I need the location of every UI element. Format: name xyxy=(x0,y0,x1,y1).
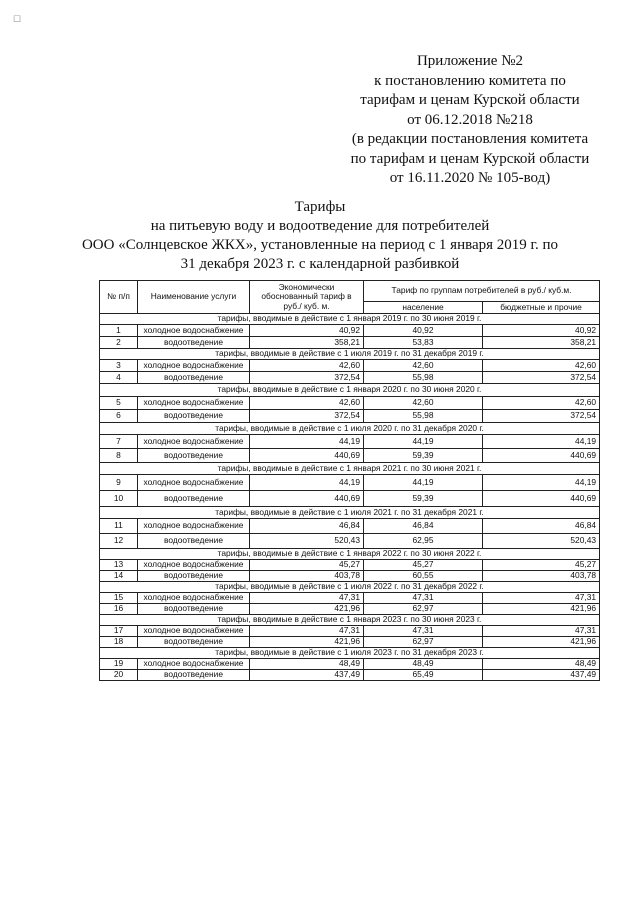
appendix-line: от 06.12.2018 №218 xyxy=(407,111,533,128)
service-name: холодное водоснабжение xyxy=(138,435,250,449)
appendix-line: тарифам и ценам Курской области xyxy=(360,92,580,108)
economic-tariff: 372,54 xyxy=(250,372,364,384)
budget-tariff: 42,60 xyxy=(483,397,600,410)
row-number: 1 xyxy=(100,325,138,337)
economic-tariff: 48,49 xyxy=(250,658,364,669)
service-name: холодное водоснабжение xyxy=(138,560,250,571)
service-name: водоотведение xyxy=(138,410,250,423)
appendix-line: от 16.11.2020 № 105-вод) xyxy=(389,170,551,186)
budget-tariff: 440,69 xyxy=(483,491,600,507)
service-name: водоотведение xyxy=(138,337,250,349)
row-number: 2 xyxy=(100,337,138,349)
service-name: холодное водоснабжение xyxy=(138,360,250,372)
period-label: тарифы, вводимые в действие с 1 января 2023 г. по 30 июня 2023 г. xyxy=(100,615,600,626)
economic-tariff: 421,96 xyxy=(250,604,364,615)
table-row xyxy=(100,571,600,582)
row-number: 20 xyxy=(100,669,138,680)
population-tariff: 65,49 xyxy=(364,669,483,680)
economic-tariff: 42,60 xyxy=(250,360,364,372)
header-service: Наименование услуги xyxy=(138,281,250,314)
period-row xyxy=(100,384,600,397)
row-number: 10 xyxy=(100,491,138,507)
budget-tariff: 48,49 xyxy=(483,658,600,669)
table-row xyxy=(100,636,600,647)
row-number: 3 xyxy=(100,360,138,372)
economic-tariff: 437,49 xyxy=(250,669,364,680)
row-number: 15 xyxy=(100,593,138,604)
tariff-table-body xyxy=(100,314,600,681)
period-label: тарифы, вводимые в действие с 1 января 2022 г. по 30 июня 2022 г. xyxy=(100,549,600,560)
table-row xyxy=(100,593,600,604)
period-label: тарифы, вводимые в действие с 1 июля 2023 г. по 31 декабря 2023 г. xyxy=(100,647,600,658)
economic-tariff: 421,96 xyxy=(250,636,364,647)
budget-tariff: 440,69 xyxy=(483,449,600,463)
economic-tariff: 358,21 xyxy=(250,337,364,349)
table-row xyxy=(100,560,600,571)
budget-tariff: 46,84 xyxy=(483,519,600,534)
table-row xyxy=(100,360,600,372)
table-row xyxy=(100,397,600,410)
budget-tariff: 42,60 xyxy=(483,360,600,372)
table-row xyxy=(100,604,600,615)
tariff-table xyxy=(99,280,600,681)
population-tariff: 55,98 xyxy=(364,410,483,423)
period-label: тарифы, вводимые в действие с 1 июля 2019 г. по 31 декабря 2019 г. xyxy=(100,349,600,360)
heading-line: на питьевую воду и водоотведение для потребителей xyxy=(150,218,490,234)
service-name: холодное водоснабжение xyxy=(138,397,250,410)
budget-tariff: 437,49 xyxy=(483,669,600,680)
document-title: Тарифы xyxy=(294,199,346,215)
appendix-line: (в редакции постановления комитета xyxy=(351,131,589,147)
service-name: водоотведение xyxy=(138,534,250,549)
table-row xyxy=(100,534,600,549)
row-number: 8 xyxy=(100,449,138,463)
period-row xyxy=(100,549,600,560)
table-row xyxy=(100,491,600,507)
row-number: 9 xyxy=(100,475,138,491)
budget-tariff: 372,54 xyxy=(483,372,600,384)
budget-tariff: 403,78 xyxy=(483,571,600,582)
service-name: холодное водоснабжение xyxy=(138,325,250,337)
budget-tariff: 44,19 xyxy=(483,475,600,491)
appendix-block xyxy=(320,52,620,189)
header-consumer-groups: Тариф по группам потребителей в руб./ куб.м. xyxy=(364,281,600,302)
header-budget: бюджетные и прочие xyxy=(483,302,600,314)
economic-tariff: 47,31 xyxy=(250,593,364,604)
economic-tariff: 372,54 xyxy=(250,410,364,423)
budget-tariff: 45,27 xyxy=(483,560,600,571)
appendix-line: Приложение №2 xyxy=(416,53,524,69)
period-row xyxy=(100,423,600,435)
row-number: 19 xyxy=(100,658,138,669)
budget-tariff: 44,19 xyxy=(483,435,600,449)
service-name: холодное водоснабжение xyxy=(138,593,250,604)
population-tariff: 60,55 xyxy=(364,571,483,582)
table-row xyxy=(100,475,600,491)
service-name: водоотведение xyxy=(138,604,250,615)
row-number: 12 xyxy=(100,534,138,549)
economic-tariff: 440,69 xyxy=(250,491,364,507)
period-label: тарифы, вводимые в действие с 1 июля 2022 г. по 31 декабря 2022 г. xyxy=(100,582,600,593)
appendix-line: к постановлению комитета по xyxy=(374,72,566,89)
table-row xyxy=(100,337,600,349)
economic-tariff: 440,69 xyxy=(250,449,364,463)
table-row xyxy=(100,519,600,534)
population-tariff: 45,27 xyxy=(364,560,483,571)
row-number: 4 xyxy=(100,372,138,384)
table-row xyxy=(100,372,600,384)
population-tariff: 40,92 xyxy=(364,325,483,337)
row-number: 5 xyxy=(100,397,138,410)
budget-tariff: 421,96 xyxy=(483,604,600,615)
service-name: холодное водоснабжение xyxy=(138,475,250,491)
economic-tariff: 44,19 xyxy=(250,435,364,449)
document-heading xyxy=(60,198,580,274)
population-tariff: 47,31 xyxy=(364,625,483,636)
economic-tariff: 46,84 xyxy=(250,519,364,534)
period-row xyxy=(100,582,600,593)
period-row xyxy=(100,349,600,360)
economic-tariff: 40,92 xyxy=(250,325,364,337)
table-row xyxy=(100,435,600,449)
service-name: водоотведение xyxy=(138,571,250,582)
header-number: № п/п xyxy=(100,281,138,314)
header-population: население xyxy=(364,302,483,314)
budget-tariff: 372,54 xyxy=(483,410,600,423)
service-name: водоотведение xyxy=(138,491,250,507)
budget-tariff: 40,92 xyxy=(483,325,600,337)
heading-line: 31 декабря 2023 г. с календарной разбивкой xyxy=(180,256,460,272)
period-label: тарифы, вводимые в действие с 1 января 2021 г. по 30 июня 2021 г. xyxy=(100,463,600,475)
budget-tariff: 520,43 xyxy=(483,534,600,549)
table-row xyxy=(100,658,600,669)
economic-tariff: 42,60 xyxy=(250,397,364,410)
service-name: холодное водоснабжение xyxy=(138,625,250,636)
service-name: холодное водоснабжение xyxy=(138,519,250,534)
row-number: 7 xyxy=(100,435,138,449)
row-number: 11 xyxy=(100,519,138,534)
economic-tariff: 403,78 xyxy=(250,571,364,582)
service-name: водоотведение xyxy=(138,669,250,680)
row-number: 13 xyxy=(100,560,138,571)
population-tariff: 59,39 xyxy=(364,491,483,507)
population-tariff: 62,95 xyxy=(364,534,483,549)
period-label: тарифы, вводимые в действие с 1 января 2020 г. по 30 июня 2020 г. xyxy=(100,384,600,397)
budget-tariff: 421,96 xyxy=(483,636,600,647)
row-number: 6 xyxy=(100,410,138,423)
header-economic-tariff: Экономически обоснованный тариф в руб./ куб. м. xyxy=(250,281,364,314)
population-tariff: 53,83 xyxy=(364,337,483,349)
table-row xyxy=(100,325,600,337)
row-number: 17 xyxy=(100,625,138,636)
population-tariff: 62,97 xyxy=(364,604,483,615)
population-tariff: 55,98 xyxy=(364,372,483,384)
row-number: 16 xyxy=(100,604,138,615)
budget-tariff: 358,21 xyxy=(483,337,600,349)
population-tariff: 48,49 xyxy=(364,658,483,669)
period-row xyxy=(100,615,600,626)
population-tariff: 42,60 xyxy=(364,397,483,410)
appendix-line: по тарифам и ценам Курской области xyxy=(350,150,590,167)
population-tariff: 62,97 xyxy=(364,636,483,647)
population-tariff: 47,31 xyxy=(364,593,483,604)
table-row xyxy=(100,449,600,463)
period-row xyxy=(100,314,600,325)
economic-tariff: 520,43 xyxy=(250,534,364,549)
period-label: тарифы, вводимые в действие с 1 января 2019 г. по 30 июня 2019 г. xyxy=(100,314,600,325)
economic-tariff: 44,19 xyxy=(250,475,364,491)
period-label: тарифы, вводимые в действие с 1 июля 2020 г. по 31 декабря 2020 г. xyxy=(100,423,600,435)
period-row xyxy=(100,507,600,519)
service-name: водоотведение xyxy=(138,372,250,384)
population-tariff: 44,19 xyxy=(364,435,483,449)
service-name: водоотведение xyxy=(138,449,250,463)
corner-mark: ☐ xyxy=(13,14,22,24)
population-tariff: 46,84 xyxy=(364,519,483,534)
population-tariff: 44,19 xyxy=(364,475,483,491)
row-number: 14 xyxy=(100,571,138,582)
period-row xyxy=(100,463,600,475)
table-row xyxy=(100,625,600,636)
period-row xyxy=(100,647,600,658)
service-name: холодное водоснабжение xyxy=(138,658,250,669)
row-number: 18 xyxy=(100,636,138,647)
budget-tariff: 47,31 xyxy=(483,625,600,636)
period-label: тарифы, вводимые в действие с 1 июля 2021 г. по 31 декабря 2021 г. xyxy=(100,507,600,519)
population-tariff: 59,39 xyxy=(364,449,483,463)
service-name: водоотведение xyxy=(138,636,250,647)
table-row xyxy=(100,669,600,680)
heading-line: ООО «Солнцевское ЖКХ», установленные на период с 1 января 2019 г. по xyxy=(81,237,559,253)
population-tariff: 42,60 xyxy=(364,360,483,372)
table-row xyxy=(100,410,600,423)
economic-tariff: 47,31 xyxy=(250,625,364,636)
budget-tariff: 47,31 xyxy=(483,593,600,604)
economic-tariff: 45,27 xyxy=(250,560,364,571)
